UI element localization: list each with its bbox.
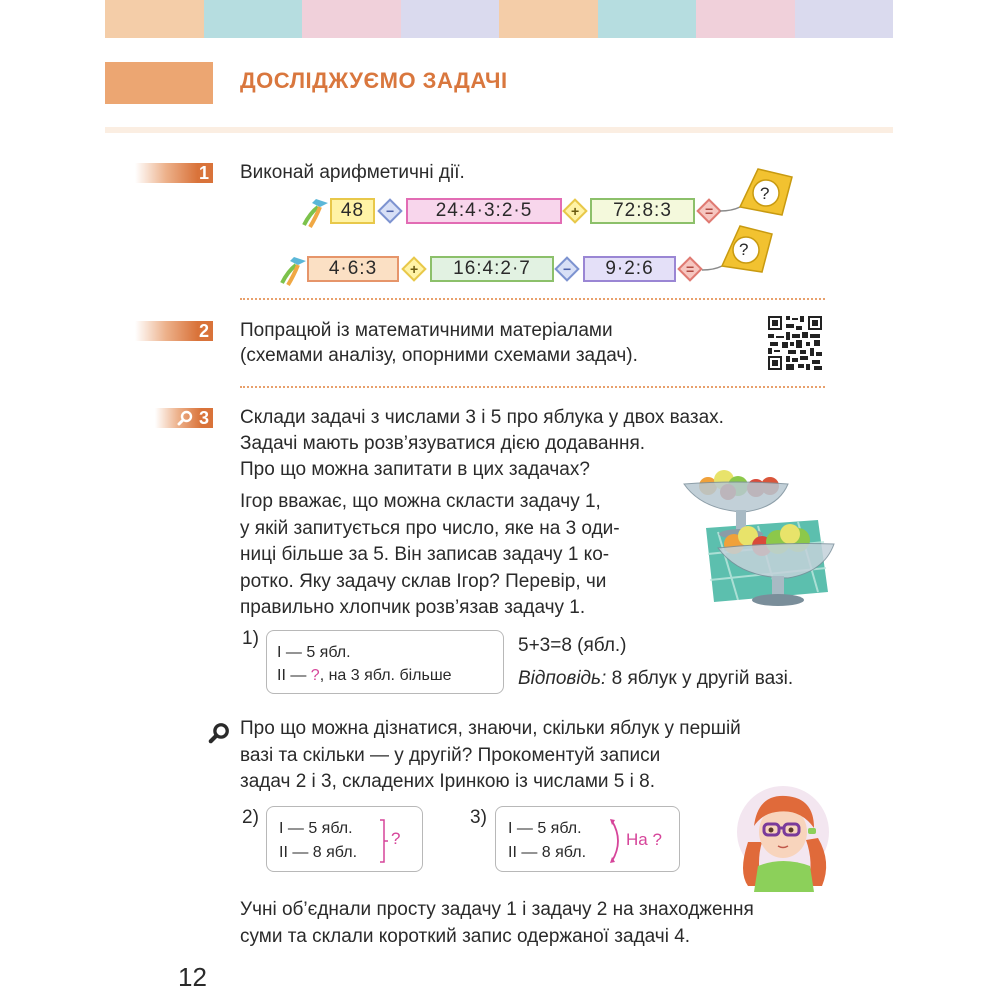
closing-paragraph: [240, 897, 754, 950]
brace-icon: [379, 819, 389, 863]
task2-text: [240, 318, 638, 368]
task-number-badge: [135, 321, 213, 341]
page-title: ДОСЛІДЖУЄМО ЗАДАЧІ: [240, 68, 508, 93]
expression-chip: 9·2:6: [583, 256, 676, 282]
record-line: І — 5 ябл.: [277, 644, 351, 661]
kite-answer-icon: [718, 165, 798, 225]
task2-line: Попрацюй із математичними матеріалами: [240, 320, 613, 341]
record-line: ІІ — 8 ябл.: [279, 844, 358, 861]
solution-expression: 5+3=8 (ябл.): [518, 635, 627, 656]
record-line: І — 5 ябл.: [279, 820, 353, 837]
paragraph-line: правильно хлопчик розв’язав задачу 1.: [240, 597, 586, 618]
stripe-segment: [795, 0, 894, 38]
unknown-question-mark: ?: [310, 667, 320, 684]
stripe-segment: [696, 0, 795, 38]
task3-intro: [240, 405, 724, 483]
stripe-segment: [598, 0, 697, 38]
heading-divider: [105, 127, 893, 133]
page-number: 12: [178, 962, 207, 992]
apple-bowls-illustration: [678, 462, 838, 614]
kite-tail-icon: [300, 195, 330, 229]
record-line: ІІ — ?, на 3 ябл. більше: [277, 667, 452, 684]
dotted-divider: [240, 298, 825, 300]
expression-chip: 48: [330, 198, 375, 224]
dotted-divider: [240, 386, 825, 388]
stripe-segment: [302, 0, 401, 38]
plus-operator-icon: +: [562, 198, 587, 223]
stripe-segment: [204, 0, 303, 38]
stripe-segment: [499, 0, 598, 38]
answer-line: [518, 666, 793, 691]
short-record-box: [266, 630, 504, 694]
magnifier-icon: [177, 410, 193, 426]
task-number-badge: [135, 163, 213, 183]
question-paragraph: [240, 716, 741, 796]
record-line: ІІ — 8 ябл.: [508, 844, 587, 861]
paragraph-line: суми та склали короткий запис одержаної задачі 4.: [240, 925, 691, 947]
unknown-question-mark: ?: [391, 829, 401, 848]
paragraph-line: ротко. Яку задачу склав Ігор? Перевір, чи: [240, 570, 607, 592]
answer-label: Відповідь:: [518, 668, 607, 689]
paragraph-line: Учні об’єднали просту задачу 1 і задачу 2 на знаходження: [240, 899, 754, 920]
top-color-stripe: [105, 0, 893, 38]
girl-illustration: [728, 782, 838, 892]
task-number: 3: [198, 407, 209, 428]
kite-tail-icon: [278, 253, 308, 287]
paragraph-line: вазі та скільки — у другій? Прокоментуй записи: [240, 744, 661, 766]
task1-instruction: Виконай арифметичні дії.: [240, 162, 465, 183]
comparison-arrow-icon: [608, 817, 626, 865]
difference-question: На ?: [626, 830, 662, 849]
task3-intro-line: Про що можна запитати в цих задачах?: [240, 459, 590, 480]
task3-intro-line: Склади задачі з числами 3 і 5 про яблука у двох вазах.: [240, 407, 724, 428]
equals-operator-icon: =: [677, 256, 702, 281]
heading-marker: [105, 62, 213, 104]
expression-chip: 4·6:3: [307, 256, 399, 282]
stripe-segment: [401, 0, 500, 38]
task-number: 2: [198, 320, 209, 341]
record-line: І — 5 ябл.: [508, 820, 582, 837]
task3-intro-line: Задачі мають розв’язуватися дією додавання.: [240, 433, 646, 454]
minus-operator-icon: −: [377, 198, 402, 223]
equals-operator-icon: =: [696, 198, 721, 223]
problem-label: 2): [242, 807, 259, 828]
paragraph-line: задач 2 і 3, складених Іринкою із числами 5 і 8.: [240, 771, 655, 792]
task-number-badge: [155, 408, 213, 428]
task-number: 1: [198, 162, 209, 183]
task2-line: (схемами аналізу, опорними схемами задач).: [240, 345, 638, 366]
expression-chip: 16:4:2·7: [430, 256, 554, 282]
paragraph-line: ниці більше за 5. Він записав задачу 1 ко-: [240, 544, 610, 565]
expression-chip: 72:8:3: [590, 198, 695, 224]
minus-operator-icon: −: [554, 256, 579, 281]
magnifier-icon: [208, 722, 230, 744]
paragraph-line: Ігор вважає, що можна скласти задачу 1,: [240, 491, 601, 512]
stripe-segment: [105, 0, 204, 38]
qr-code-icon[interactable]: [766, 314, 824, 372]
problem-label: 3): [470, 807, 487, 828]
answer-question-mark: ?: [739, 240, 749, 259]
expression-chip: 24:4·3:2·5: [406, 198, 562, 224]
paragraph-line: Про що можна дізнатися, знаючи, скільки яблук у першій: [240, 718, 741, 739]
short-record-box: [266, 806, 423, 872]
short-record-box: [495, 806, 680, 872]
problem-label: 1): [242, 628, 259, 649]
paragraph-line: у якій запитується про число, яке на 3 оди-: [240, 517, 620, 539]
plus-operator-icon: +: [401, 256, 426, 281]
answer-text: 8 яблук у другій вазі.: [606, 668, 794, 689]
igor-paragraph: [240, 489, 620, 622]
answer-question-mark: ?: [760, 184, 770, 203]
